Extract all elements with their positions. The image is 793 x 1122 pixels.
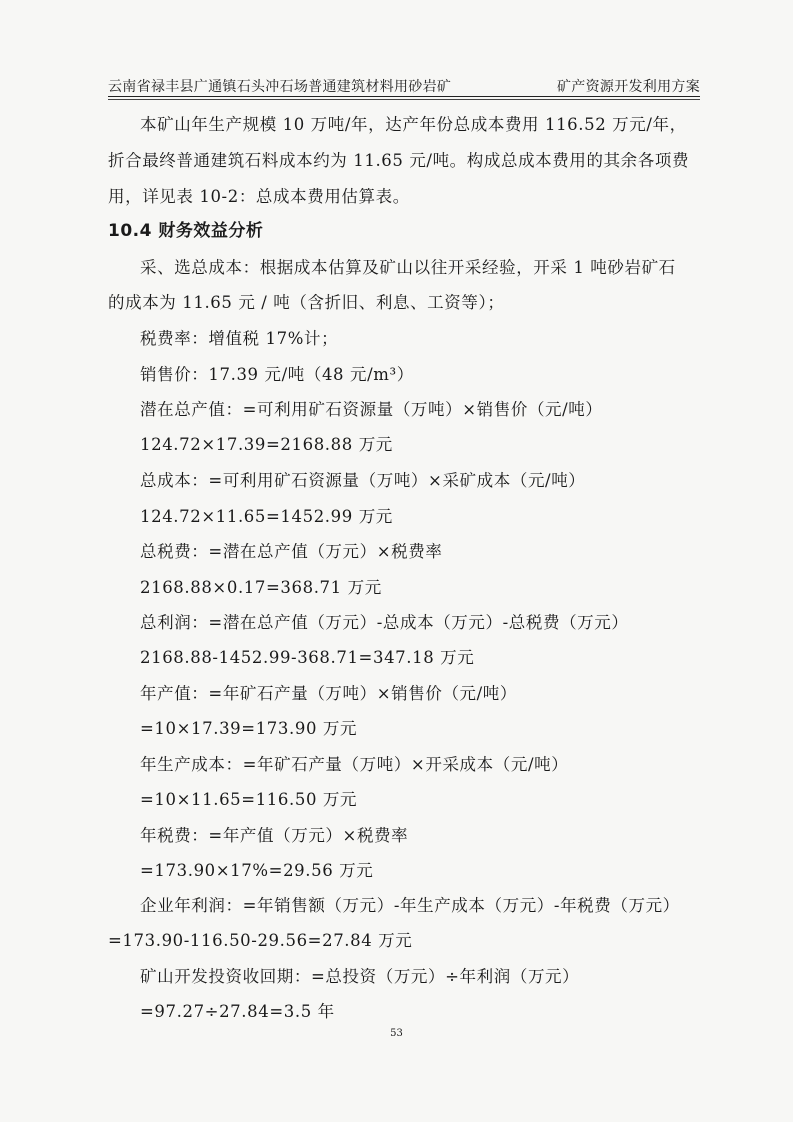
annual-tax-formula: 年税费：=年产值（万元）×税费率 <box>140 826 409 845</box>
header-rule <box>108 96 700 97</box>
annual-tax-calc: =173.90×17%=29.56 万元 <box>140 861 374 880</box>
payback-formula: 矿山开发投资收回期：=总投资（万元）÷年利润（万元） <box>140 967 580 986</box>
page-header <box>108 76 700 96</box>
paragraph-line: 用，详见表 10-2：总成本费用估算表。 <box>108 187 410 206</box>
page-number: 53 <box>390 1028 403 1039</box>
header-rule-thin <box>108 99 700 100</box>
potential-output-calc: 124.72×17.39=2168.88 万元 <box>140 435 393 454</box>
tax-rate-line: 税费率：增值税 17%计； <box>140 329 339 348</box>
annual-output-calc: =10×17.39=173.90 万元 <box>140 719 358 738</box>
annual-cost-calc: =10×11.65=116.50 万元 <box>140 790 358 809</box>
section-heading: 10.4 财务效益分析 <box>108 221 264 241</box>
total-profit-calc: 2168.88-1452.99-368.71=347.18 万元 <box>140 648 475 667</box>
paragraph-line: 的成本为 11.65 元 / 吨（含折旧、利息、工资等）； <box>108 293 505 312</box>
paragraph-line: 折合最终普通建筑石料成本约为 11.65 元/吨。构成总成本费用的其余各项费 <box>108 151 690 170</box>
price-line: 销售价：17.39 元/吨（48 元/m³） <box>140 365 414 384</box>
paragraph-line: 采、选总成本：根据成本估算及矿山以往开采经验，开采 1 吨砂岩矿石 <box>140 258 676 277</box>
potential-output-formula: 潜在总产值：=可利用矿石资源量（万吨）×销售价（元/吨） <box>140 400 603 419</box>
total-cost-formula: 总成本：=可利用矿石资源量（万吨）×采矿成本（元/吨） <box>140 471 586 490</box>
annual-profit-calc: =173.90-116.50-29.56=27.84 万元 <box>108 931 413 950</box>
annual-output-formula: 年产值：=年矿石产量（万吨）×销售价（元/吨） <box>140 684 518 703</box>
payback-calc: =97.27÷27.84=3.5 年 <box>140 1002 335 1021</box>
total-profit-formula: 总利润：=潜在总产值（万元）-总成本（万元）-总税费（万元） <box>140 613 629 632</box>
header-project-title: 云南省禄丰县广通镇石头冲石场普通建筑材料用砂岩矿 <box>108 79 452 95</box>
total-tax-calc: 2168.88×0.17=368.71 万元 <box>140 578 382 597</box>
total-cost-calc: 124.72×11.65=1452.99 万元 <box>140 507 393 526</box>
paragraph-line: 本矿山年生产规模 10 万吨/年，达产年份总成本费用 116.52 万元/年， <box>140 115 687 134</box>
annual-cost-formula: 年生产成本：=年矿石产量（万吨）×开采成本（元/吨） <box>140 755 569 774</box>
header-document-title: 矿产资源开发利用方案 <box>557 79 700 95</box>
total-tax-formula: 总税费：=潜在总产值（万元）×税费率 <box>140 542 443 561</box>
annual-profit-formula: 企业年利润：=年销售额（万元）-年生产成本（万元）-年税费（万元） <box>140 896 680 915</box>
